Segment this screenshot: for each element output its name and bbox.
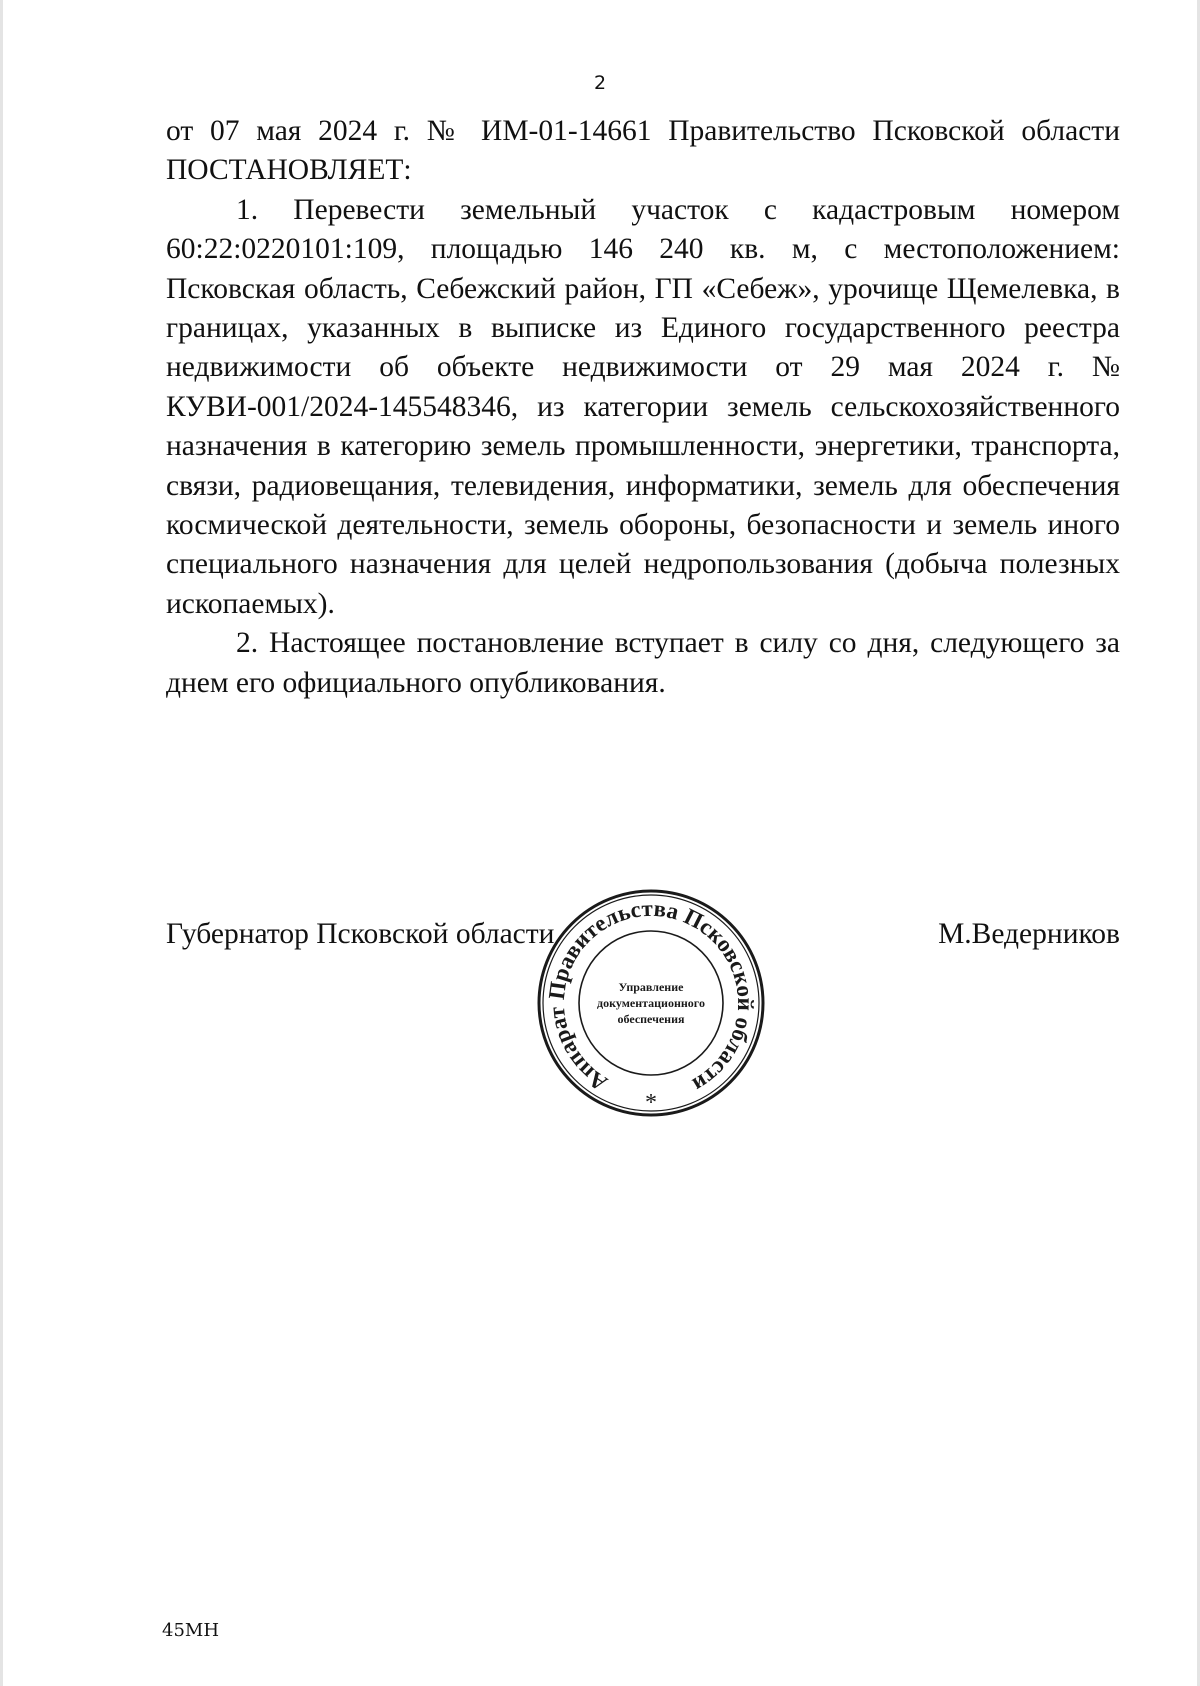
seal-inner-line-1: Управление <box>618 980 684 994</box>
seal-inner-line-3: обеспечения <box>617 1012 685 1026</box>
seal-ring-text: Аппарат Правительства Псковской области <box>543 895 759 1098</box>
preamble-paragraph: от 07 мая 2024 г. № ИМ-01-14661 Правительство Псковской области ПОСТАНОВЛЯЕТ: <box>166 115 1120 187</box>
clause-2-paragraph: 2. Настоящее постановление вступает в силу со дня, следующего за днем его официального опубликования. <box>166 627 1120 699</box>
clause-1-paragraph: 1. Перевести земельный участок с кадастровым номером 60:22:0220101:109, площадью 146 240 кв. м, с местоположением: Псковская область, Себежский район, ГП «Себеж», урочище Щемелевка, в границах, указанных в выписке из Единого государственного реестра недвижимости об объекте недвижимости от 29 мая 2024 г. № КУВИ-001/2024-145548346, из категории земель сельскохозяйственного назначения в категорию земель промышленности, энергетики, транспорта, связи, радиовещания, телевидения, информатики, земель для обеспечения космической деятельности, земель обороны, безопасности и земель иного специального назначения для целей недропользования (добыча полезных ископаемых). <box>166 193 1120 620</box>
signatory-position: Губернатор Псковской области <box>166 918 555 950</box>
seal-star-icon: * <box>645 1090 657 1116</box>
scan-edge-left <box>0 0 3 1686</box>
seal-inner-line-2: документационного <box>597 996 705 1010</box>
page-number: 2 <box>593 72 607 94</box>
official-seal <box>536 888 766 1118</box>
footer-code: 45МН <box>162 1620 220 1641</box>
document-body <box>166 112 1120 703</box>
signatory-name: М.Ведерников <box>938 918 1120 950</box>
